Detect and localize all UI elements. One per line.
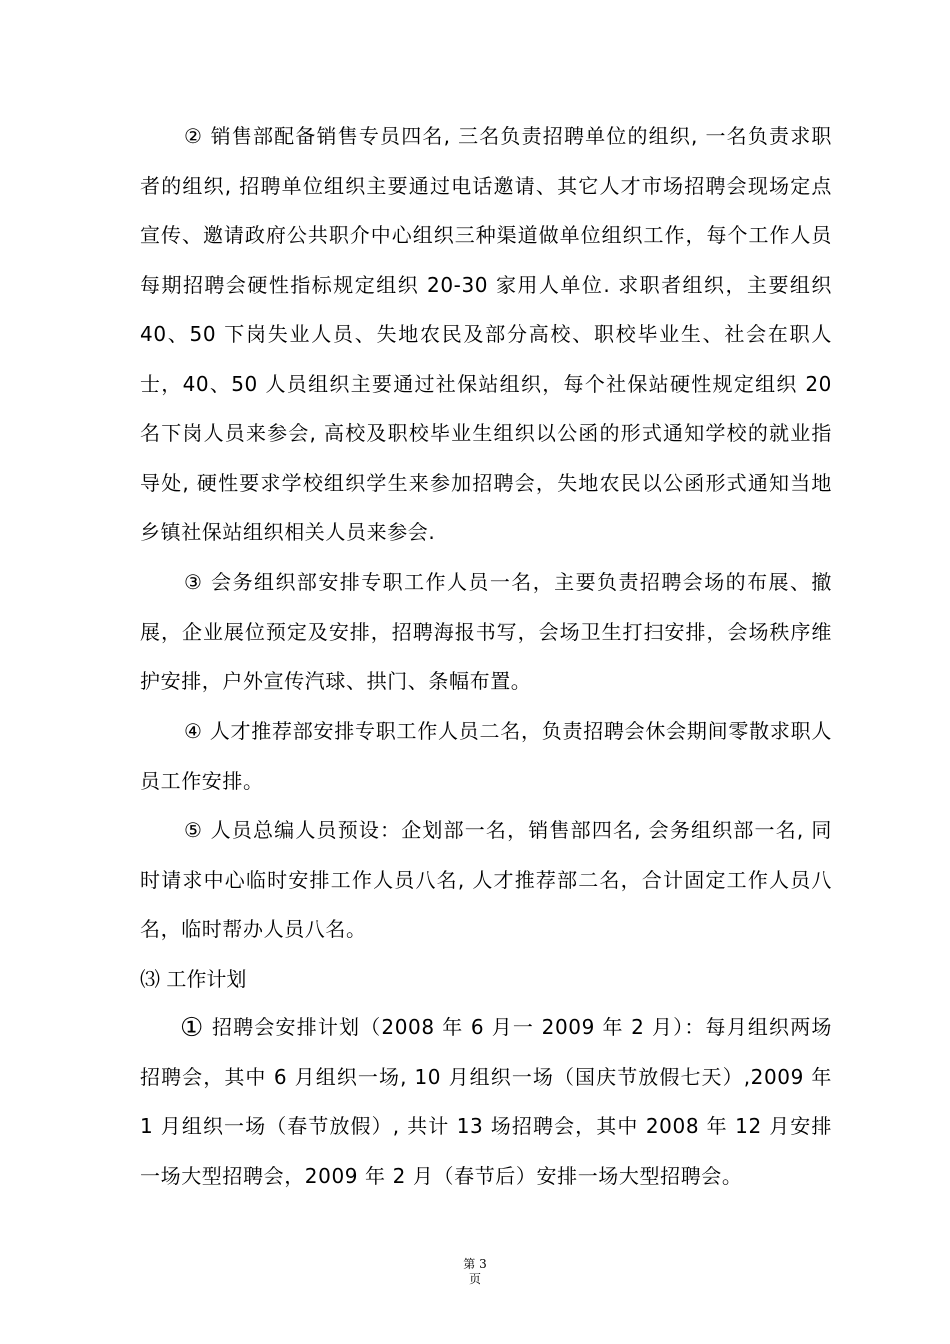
section-heading-work-plan: ⑶ 工作计划 [140, 967, 247, 991]
page-number-line1: 第 3 [463, 1257, 487, 1271]
paragraph-talent-recommendation: ④ 人才推荐部安排专职工作人员二名，负责招聘会休会期间零散求职人员工作安排。 [140, 719, 832, 793]
paragraph-sales-department: ② 销售部配备销售专员四名, 三名负责招聘单位的组织, 一名负责求职者的组织, 招聘单位组织主要通过电话邀请、其它人才市场招聘会现场定点宣传、邀请政府公共职介中心组织三种渠道做单位组织工作，每个工作人员每期招聘会硬性指标规定组织 20-30 家用人单位. 求职者组织，主要组织 40、50 下岗失业人员、失地农民及部分高校、职校毕业生、社会在职人士，40、50 人员组织主要通过社保站组织，每个社保站硬性规定组织 20 名下岗人员来参会, 高校及职校毕业生组织以公函的形式通知学校的就业指导处, 硬性要求学校组织学生来参加招聘会，失地农民以公函形式通知当地乡镇社保站组织相关人员来参会. [140, 124, 832, 544]
paragraph-meeting-organization: ③ 会务组织部安排专职工作人员一名，主要负责招聘会场的布展、撤展，企业展位预定及安排，招聘海报书写，会场卫生打扫安排，会场秩序维护安排，户外宣传汽球、拱门、条幅布置。 [140, 570, 832, 693]
schedule-text: 招聘会安排计划（2008 年 6 月一 2009 年 2 月）：每月组织两场招聘会，其中 6 月组织一场, 10 月组织一场（国庆节放假七天）,2009 年 1 月组织一场（春节放假）, 共计 13 场招聘会，其中 2008 年 12 月安排一场大型招聘会，2009 年 2 月（春节后）安排一场大型招聘会。 [140, 1015, 832, 1188]
page-number-line2: 页 [468, 1272, 481, 1286]
paragraph-staffing-plan: ⑤ 人员总编人员预设：企划部一名，销售部四名, 会务组织部一名, 同时请求中心临时安排工作人员八名, 人才推荐部二名，合计固定工作人员八名，临时帮办人员八名。 [140, 818, 832, 941]
paragraph-job-fair-schedule [140, 1003, 832, 1201]
list-marker: ① [180, 1013, 205, 1043]
